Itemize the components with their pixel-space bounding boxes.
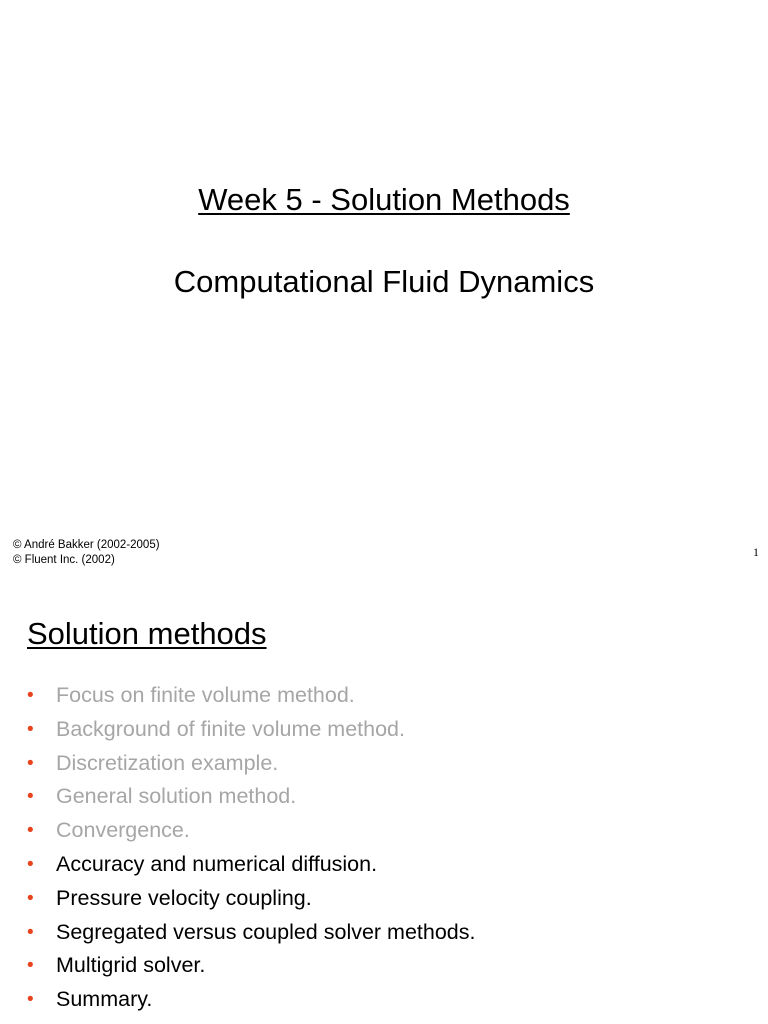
bullet-icon: •: [27, 786, 34, 808]
slide-subtitle: Computational Fluid Dynamics: [173, 264, 595, 299]
bullet-text: General solution method.: [56, 784, 297, 809]
bullet-text: Summary.: [56, 987, 153, 1012]
slide-heading: Solution methods: [27, 616, 267, 651]
bullet-icon: •: [27, 955, 34, 977]
copyright-line-company: © Fluent Inc. (2002): [13, 554, 115, 566]
bullet-text: Pressure velocity coupling.: [56, 885, 312, 910]
bullet-text: Multigrid solver.: [56, 953, 206, 978]
bullet-icon: •: [27, 685, 34, 706]
copyright-notice: [13, 538, 160, 568]
slide-title-text: Week 5 - Solution Methods: [198, 182, 570, 217]
bullet-icon: •: [27, 752, 34, 774]
bullet-icon: •: [27, 820, 34, 842]
slide-title: [0, 182, 768, 218]
bullet-text: Segregated versus coupled solver methods.: [56, 919, 476, 944]
bullet-text: Background of finite volume method.: [56, 716, 405, 741]
bullet-icon: •: [27, 989, 34, 1011]
content-slide: [0, 576, 768, 1024]
bullet-icon: •: [27, 853, 34, 875]
bullet-text: Accuracy and numerical diffusion.: [56, 851, 378, 876]
bullet-icon: •: [27, 887, 34, 909]
bullet-text: Focus on finite volume method.: [56, 683, 355, 707]
page-number: 1: [753, 545, 759, 559]
bullet-text: Discretization example.: [56, 750, 279, 775]
bullet-icon: •: [27, 921, 34, 943]
bullet-text: Convergence.: [56, 818, 190, 843]
bullet-icon: •: [27, 718, 34, 740]
copyright-line-author: © André Bakker (2002-2005): [13, 539, 160, 551]
